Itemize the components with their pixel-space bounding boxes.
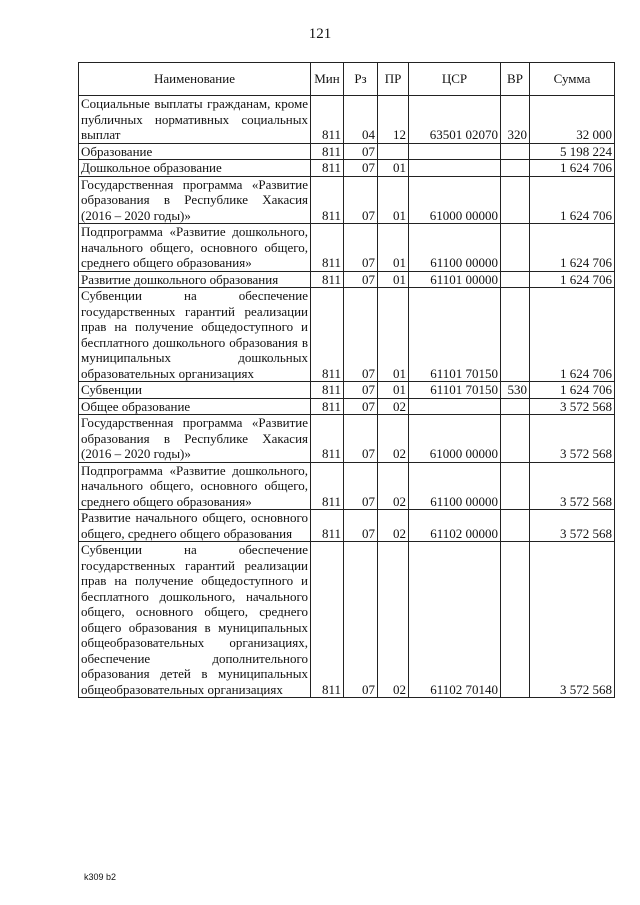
cell-vr (501, 224, 530, 272)
cell-sum: 3 572 568 (530, 542, 615, 698)
cell-min: 811 (311, 143, 344, 160)
cell-csr: 61102 00000 (409, 510, 501, 542)
cell-vr: 320 (501, 96, 530, 144)
table-row (79, 462, 615, 510)
cell-sum: 1 624 706 (530, 224, 615, 272)
table-row (79, 382, 615, 399)
cell-rz: 07 (344, 224, 378, 272)
table-row (79, 176, 615, 224)
cell-sum: 3 572 568 (530, 462, 615, 510)
cell-pr: 02 (378, 510, 409, 542)
cell-csr: 61100 00000 (409, 462, 501, 510)
cell-vr (501, 462, 530, 510)
header-pr: ПР (378, 63, 409, 96)
cell-pr: 01 (378, 224, 409, 272)
cell-rz: 04 (344, 96, 378, 144)
cell-min: 811 (311, 271, 344, 288)
cell-pr: 02 (378, 415, 409, 463)
cell-vr (501, 160, 530, 177)
table-header-row (79, 63, 615, 96)
cell-rz: 07 (344, 382, 378, 399)
cell-sum: 3 572 568 (530, 415, 615, 463)
cell-min: 811 (311, 382, 344, 399)
cell-vr (501, 398, 530, 415)
cell-csr: 61101 70150 (409, 382, 501, 399)
cell-name: Развитие начального общего, основного общего, среднего общего образования (79, 510, 311, 542)
header-sum: Сумма (530, 63, 615, 96)
cell-vr (501, 542, 530, 698)
budget-table (78, 62, 615, 698)
cell-vr (501, 510, 530, 542)
footer-code: k309 b2 (84, 872, 117, 882)
cell-vr (501, 143, 530, 160)
cell-pr: 01 (378, 160, 409, 177)
header-name: Наименование (79, 63, 311, 96)
cell-csr: 61100 00000 (409, 224, 501, 272)
cell-min: 811 (311, 176, 344, 224)
cell-pr (378, 143, 409, 160)
cell-rz: 07 (344, 288, 378, 382)
cell-rz: 07 (344, 542, 378, 698)
cell-pr: 12 (378, 96, 409, 144)
header-vr: ВР (501, 63, 530, 96)
cell-sum: 1 624 706 (530, 271, 615, 288)
table-row (79, 96, 615, 144)
cell-csr (409, 160, 501, 177)
cell-rz: 07 (344, 176, 378, 224)
cell-rz: 07 (344, 398, 378, 415)
cell-name: Образование (79, 143, 311, 160)
cell-rz: 07 (344, 510, 378, 542)
header-csr: ЦСР (409, 63, 501, 96)
header-rz: Рз (344, 63, 378, 96)
cell-rz: 07 (344, 462, 378, 510)
cell-name: Подпрограмма «Развитие дошкольного, начального общего, основного общего, среднего общего образования» (79, 462, 311, 510)
cell-name: Государственная программа «Развитие образования в Республике Хакасия (2016 – 2020 годы)» (79, 415, 311, 463)
cell-vr (501, 271, 530, 288)
cell-rz: 07 (344, 271, 378, 288)
cell-name: Субвенции на обеспечение государственных гарантий реализации прав на получение общедоступного и бесплатного дошкольного, начального общего, основного общего, среднего общего образования в муниципальных общеобразовательных организациях, обеспечение дополнительного образования детей в муниципальных общеобразовательных организациях (79, 542, 311, 698)
cell-rz: 07 (344, 143, 378, 160)
cell-pr: 01 (378, 271, 409, 288)
table-body (79, 96, 615, 698)
table-row (79, 542, 615, 698)
table-row (79, 415, 615, 463)
header-min: Мин (311, 63, 344, 96)
cell-min: 811 (311, 224, 344, 272)
cell-sum: 1 624 706 (530, 382, 615, 399)
cell-name: Субвенции (79, 382, 311, 399)
cell-vr (501, 288, 530, 382)
cell-csr (409, 398, 501, 415)
cell-pr: 01 (378, 382, 409, 399)
cell-min: 811 (311, 510, 344, 542)
cell-sum: 1 624 706 (530, 176, 615, 224)
cell-name: Дошкольное образование (79, 160, 311, 177)
cell-sum: 5 198 224 (530, 143, 615, 160)
table-row (79, 143, 615, 160)
cell-csr: 61000 00000 (409, 415, 501, 463)
cell-csr: 61000 00000 (409, 176, 501, 224)
cell-csr: 61102 70140 (409, 542, 501, 698)
cell-sum: 1 624 706 (530, 288, 615, 382)
cell-min: 811 (311, 288, 344, 382)
cell-vr: 530 (501, 382, 530, 399)
table-row (79, 224, 615, 272)
cell-name: Развитие дошкольного образования (79, 271, 311, 288)
cell-pr: 02 (378, 398, 409, 415)
cell-pr: 02 (378, 542, 409, 698)
cell-sum: 3 572 568 (530, 398, 615, 415)
cell-rz: 07 (344, 160, 378, 177)
cell-min: 811 (311, 542, 344, 698)
cell-min: 811 (311, 398, 344, 415)
table-row (79, 398, 615, 415)
table-row (79, 288, 615, 382)
cell-csr (409, 143, 501, 160)
cell-sum: 1 624 706 (530, 160, 615, 177)
cell-rz: 07 (344, 415, 378, 463)
cell-csr: 61101 70150 (409, 288, 501, 382)
cell-sum: 32 000 (530, 96, 615, 144)
page-number: 121 (308, 26, 332, 42)
cell-csr: 63501 02070 (409, 96, 501, 144)
cell-vr (501, 415, 530, 463)
cell-pr: 01 (378, 176, 409, 224)
cell-sum: 3 572 568 (530, 510, 615, 542)
table-row (79, 271, 615, 288)
cell-min: 811 (311, 462, 344, 510)
cell-name: Субвенции на обеспечение государственных гарантий реализации прав на получение общедоступного и бесплатного дошкольного образования в муниципальных дошкольных образовательных организациях (79, 288, 311, 382)
cell-vr (501, 176, 530, 224)
cell-min: 811 (311, 96, 344, 144)
cell-min: 811 (311, 415, 344, 463)
cell-pr: 02 (378, 462, 409, 510)
cell-csr: 61101 00000 (409, 271, 501, 288)
cell-name: Общее образование (79, 398, 311, 415)
table-row (79, 160, 615, 177)
cell-pr: 01 (378, 288, 409, 382)
cell-name: Государственная программа «Развитие образования в Республике Хакасия (2016 – 2020 годы)» (79, 176, 311, 224)
table-row (79, 510, 615, 542)
cell-name: Подпрограмма «Развитие дошкольного, начального общего, основного общего, среднего общего образования» (79, 224, 311, 272)
cell-min: 811 (311, 160, 344, 177)
cell-name: Социальные выплаты гражданам, кроме публичных нормативных социальных выплат (79, 96, 311, 144)
